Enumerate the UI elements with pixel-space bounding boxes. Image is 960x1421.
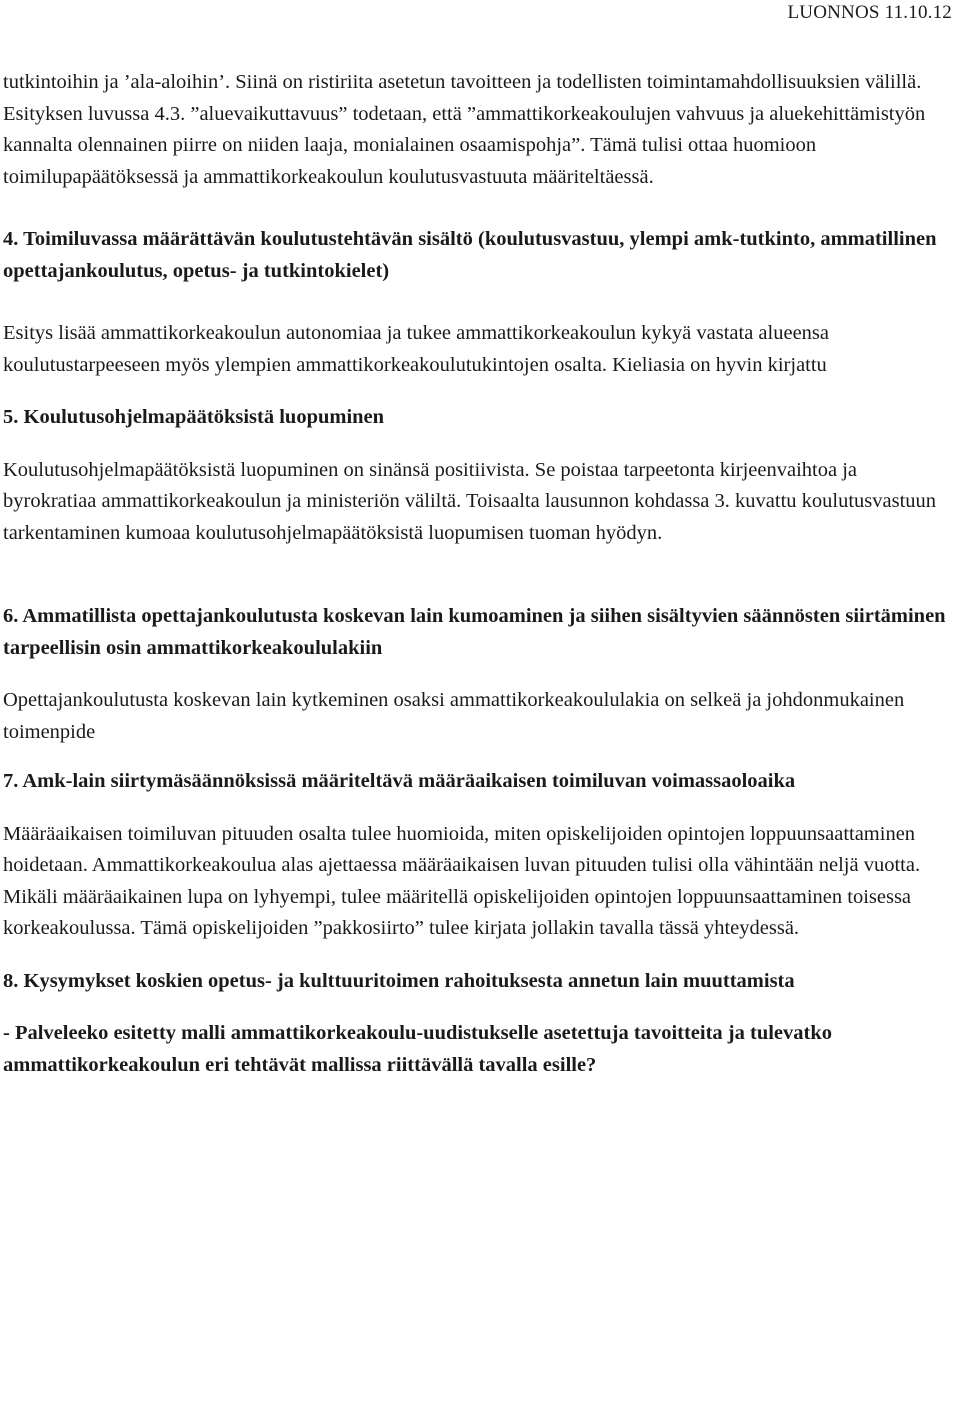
section-4-body: Esitys lisää ammattikorkeakoulun autonomiaa ja tukee ammattikorkeakoulun kykyä vastata alueensa koulutustarpeeseen myös ylempien ammattikorkeakoulutukintojen osalta. Kieliasia on hyvin kirjattu: [3, 322, 830, 376]
section-7-heading: 7. Amk-lain siirtymäsäännöksissä määriteltävä määräaikaisen toimiluvan voimassaoloaika: [3, 770, 796, 792]
intro-paragraph: tutkintoihin ja ’ala-aloihin’. Siinä on ristiriita asetetun tavoitteen ja todellisten toimintamahdollisuuksien välillä. Esityksen luvussa 4.3. ”aluevaikuttavuus” todetaan, että ”ammattikorkeakoulujen vahvuus ja aluekehittämistyön kannalta olennainen piirre on niiden laaja, monialainen osaamispohja”. Tämä tulisi ottaa huomioon toimilupapäätöksessä ja ammattikorkeakoulun koulutusvastuuta määriteltäessä.: [3, 71, 926, 188]
section-5-body: Koulutusohjelmapäätöksistä luopuminen on sinänsä positiivista. Se poistaa tarpeetonta kirjeenvaihtoa ja byrokratiaa ammattikorkeakoulun ja ministeriön väliltä. Toisaalta lausunnon kohdassa 3. kuvattu koulutusvastuun tarkentaminen kumoaa koulutusohjelmapäätöksistä luopumisen tuoman hyödyn.: [3, 458, 937, 544]
section-8-question: - Palveleeko esitetty malli ammattikorkeakoulu-uudistukselle asetettuja tavoitteita ja tulevatko ammattikorkeakoulun eri tehtävät mallissa riittävällä tavalla esille?: [3, 1022, 833, 1076]
document-body: [3, 67, 953, 1081]
section-7-body: Määräaikaisen toimiluvan pituuden osalta tulee huomioida, miten opiskelijoiden opintojen loppuunsaattaminen hoidetaan. Ammattikorkeakoulua alas ajettaessa määräaikaisen luvan pituuden tulisi olla vähintään neljä vuotta. Mikäli määräaikainen lupa on lyhyempi, tulee määritellä opiskelijoiden opintojen loppuunsaattaminen toisessa korkeakoulussa. Tämä opiskelijoiden ”pakkosiirto” tulee kirjata jollakin tavalla tässä yhteydessä.: [3, 822, 921, 939]
section-4-heading: 4. Toimiluvassa määrättävän koulutustehtävän sisältö (koulutusvastuu, ylempi amk-tutkinto, ammatillinen opettajankoulutus, opetus- ja tutkintokielet): [3, 228, 937, 282]
section-6-body: Opettajankoulutusta koskevan lain kytkeminen osaksi ammattikorkeakoululakia on selkeä ja johdonmukainen toimenpide: [3, 689, 905, 743]
draft-date-header: LUONNOS 11.10.12: [787, 2, 952, 23]
section-8-heading: 8. Kysymykset koskien opetus- ja kulttuuritoimen rahoituksesta annetun lain muuttamista: [3, 969, 795, 992]
section-6-heading: 6. Ammatillista opettajankoulutusta koskevan lain kumoaminen ja siihen sisältyvien säännösten siirtäminen tarpeellisin osin ammattikorkeakoululakiin: [3, 605, 946, 659]
section-5-heading: 5. Koulutusohjelmapäätöksistä luopuminen: [3, 406, 385, 428]
